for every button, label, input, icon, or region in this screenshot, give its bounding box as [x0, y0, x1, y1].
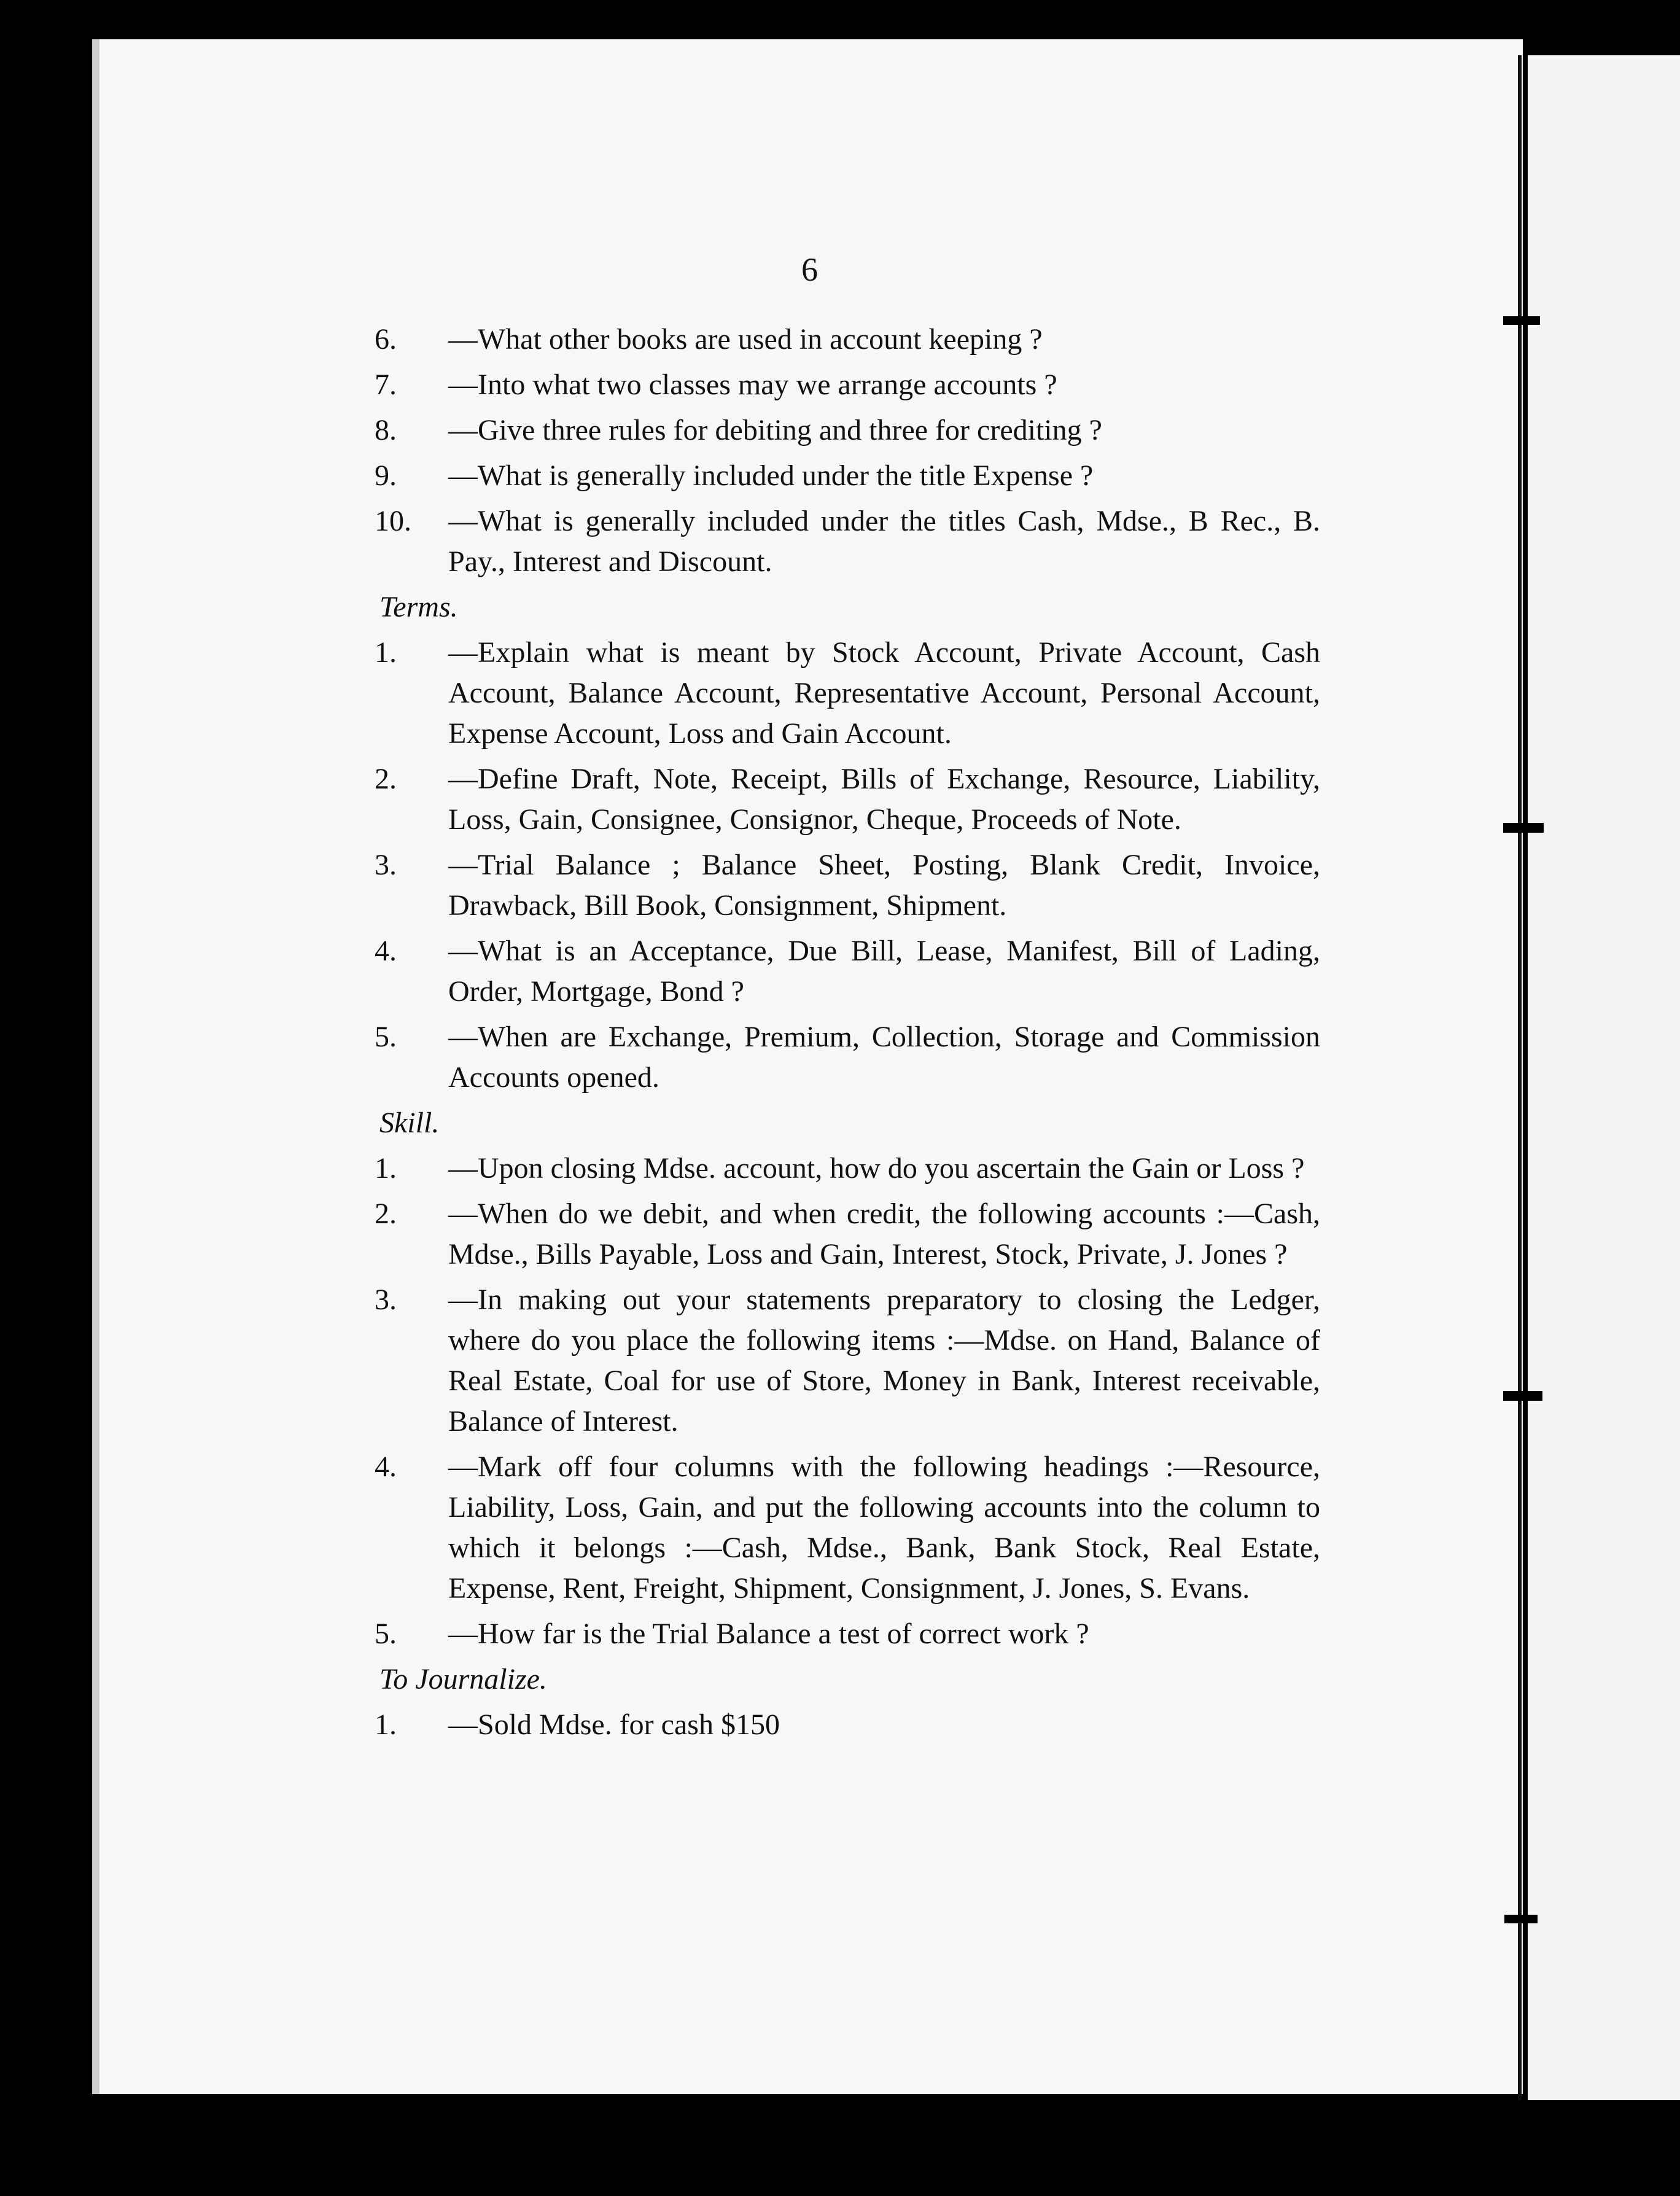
question-number: 2. — [375, 763, 397, 795]
question-item — [375, 759, 1320, 840]
question-number: 3. — [375, 1283, 397, 1316]
question-number: 9. — [375, 459, 397, 492]
question-item — [375, 1017, 1320, 1098]
gutter-line — [1518, 55, 1522, 2100]
question-item — [375, 1194, 1320, 1275]
question-number: 2. — [375, 1197, 397, 1230]
question-item — [375, 633, 1320, 754]
question-number: 4. — [375, 935, 397, 967]
question-item — [375, 845, 1320, 926]
question-item — [375, 1148, 1320, 1189]
question-text: —What is generally included under the title Expense ? — [448, 459, 1094, 492]
question-number: 1. — [375, 1708, 397, 1741]
page-number: 6 — [801, 251, 818, 288]
section-heading: Skill. — [379, 1107, 440, 1139]
question-number: 8. — [375, 414, 397, 446]
question-number: 6. — [375, 323, 397, 356]
question-text: —What other books are used in account keeping ? — [448, 323, 1043, 356]
question-item — [375, 456, 1320, 496]
question-text: —Trial Balance ; Balance Sheet, Posting, Blank Credit, Invoice, Drawback, Bill Book, Consignment, Shipment. — [448, 849, 1320, 922]
question-item — [375, 365, 1320, 405]
binding-mark — [1503, 823, 1544, 833]
question-number: 10. — [375, 505, 411, 537]
question-number: 5. — [375, 1618, 397, 1650]
binding-mark — [1504, 1915, 1538, 1923]
question-item — [375, 931, 1320, 1012]
question-text: —When are Exchange, Premium, Collection, Storage and Commission Accounts opened. — [448, 1021, 1320, 1094]
question-number: 1. — [375, 636, 397, 669]
question-item — [375, 1705, 1320, 1745]
page-text — [375, 319, 1320, 1750]
question-text: —Explain what is meant by Stock Account, Private Account, Cash Account, Balance Account, Representative Account, Personal Account, Expense Account, Loss and Gain Account. — [448, 636, 1320, 750]
question-text: —Sold Mdse. for cash $150 — [448, 1708, 780, 1741]
question-number: 3. — [375, 849, 397, 881]
question-number: 1. — [375, 1152, 397, 1185]
question-text: —Give three rules for debiting and three for crediting ? — [448, 414, 1102, 446]
question-text: —Into what two classes may we arrange accounts ? — [448, 368, 1057, 401]
question-item — [375, 319, 1320, 360]
question-text: —In making out your statements preparatory to closing the Ledger, where do you place the following items :—Mdse. on Hand, Balance of Real Estate, Coal for use of Store, Money in Bank, Interest receivable, Balance of Interest. — [448, 1283, 1320, 1438]
section-heading: Terms. — [379, 591, 458, 623]
question-item — [375, 410, 1320, 451]
question-number: 7. — [375, 368, 397, 401]
section-heading: To Journalize. — [379, 1663, 547, 1696]
question-item — [375, 1614, 1320, 1654]
question-text: —When do we debit, and when credit, the following accounts :—Cash, Mdse., Bills Payable, Loss and Gain, Interest, Stock, Private, J. Jones ? — [448, 1197, 1320, 1271]
question-text: —Define Draft, Note, Receipt, Bills of Exchange, Resource, Liability, Loss, Gain, Consignee, Consignor, Cheque, Proceeds of Note. — [448, 763, 1320, 836]
adjacent-page-strip — [1528, 55, 1680, 2100]
question-text: —Upon closing Mdse. account, how do you ascertain the Gain or Loss ? — [448, 1152, 1305, 1185]
question-item — [375, 1280, 1320, 1442]
binding-mark — [1503, 1391, 1542, 1401]
question-text: —Mark off four columns with the following headings :—Resource, Liability, Loss, Gain, and put the following accounts into the column to which it belongs :—Cash, Mdse., Bank, Bank Stock, Real Estate, Expense, Rent, Freight, Shipment, Consignment, J. Jones, S. Evans. — [448, 1450, 1320, 1605]
question-item — [375, 501, 1320, 582]
question-item — [375, 1447, 1320, 1609]
question-number: 5. — [375, 1021, 397, 1053]
question-text: —How far is the Trial Balance a test of correct work ? — [448, 1618, 1089, 1650]
question-text: —What is generally included under the titles Cash, Mdse., B Rec., B. Pay., Interest and Discount. — [448, 505, 1320, 578]
question-number: 4. — [375, 1450, 397, 1483]
question-text: —What is an Acceptance, Due Bill, Lease, Manifest, Bill of Lading, Order, Mortgage, Bond ? — [448, 935, 1320, 1008]
page-left-edge — [92, 39, 99, 2094]
binding-mark — [1503, 316, 1540, 325]
